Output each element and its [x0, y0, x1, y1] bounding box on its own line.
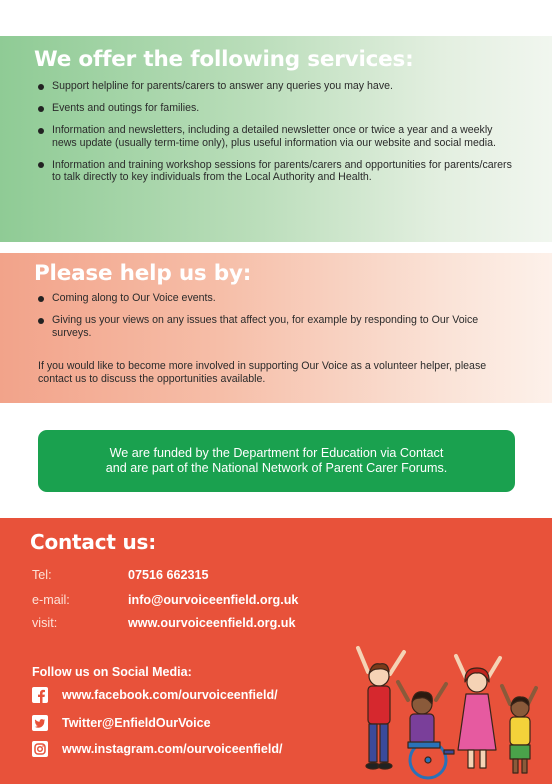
bullet-icon: [38, 162, 44, 168]
list-item: Information and newsletters, including a detailed newsletter once or twice a year and a weekly news update (usually term-time only), plus useful information via our website and social media.: [38, 124, 518, 149]
volunteer-text: If you would like to become more involved in supporting Our Voice as a volunteer helper, please contact us to discuss the opportunities available.: [38, 360, 487, 385]
email-link[interactable]: info@ourvoiceenfield.org.uk: [128, 593, 299, 607]
funding-line-1: We are funded by the Department for Education via Contact: [109, 446, 444, 461]
children-illustration: [350, 642, 538, 782]
list-item: Information and training workshop sessions for parents/carers and opportunities for parents/carers to talk directly to key individuals from the Local Authority and Health.: [38, 159, 518, 184]
help-list: [38, 292, 518, 349]
twitter-icon: [32, 715, 48, 731]
list-item: Coming along to Our Voice events.: [38, 292, 518, 305]
services-section: [0, 36, 552, 242]
social-heading: Follow us on Social Media:: [32, 665, 192, 679]
facebook-icon: [32, 687, 48, 703]
bullet-icon: [38, 106, 44, 112]
help-heading: Please help us by:: [34, 261, 252, 286]
help-section: [0, 253, 552, 403]
website-label: visit:: [32, 616, 58, 630]
twitter-link[interactable]: Twitter@EnfieldOurVoice: [32, 714, 211, 732]
email-label: e-mail:: [32, 593, 70, 607]
website-link[interactable]: www.ourvoiceenfield.org.uk: [128, 616, 296, 630]
bullet-icon: [38, 296, 44, 302]
tel-label: Tel:: [32, 568, 52, 582]
funding-banner: [38, 430, 515, 492]
funding-line-2: and are part of the National Network of Parent Carer Forums.: [105, 461, 448, 475]
list-item: Support helpline for parents/carers to answer any queries you may have.: [38, 80, 518, 93]
instagram-icon: [32, 741, 48, 757]
bullet-icon: [38, 318, 44, 324]
contact-heading: Contact us:: [30, 530, 157, 554]
facebook-link[interactable]: www.facebook.com/ourvoiceenfield/: [32, 686, 278, 704]
list-item: Giving us your views on any issues that affect you, for example by responding to Our Voice surveys.: [38, 314, 518, 339]
contact-section: [0, 518, 552, 784]
services-heading: We offer the following services:: [34, 47, 414, 72]
bullet-icon: [38, 84, 44, 90]
instagram-link[interactable]: www.instagram.com/ourvoiceenfield/: [32, 740, 282, 758]
list-item: Events and outings for families.: [38, 102, 518, 115]
services-list: [38, 80, 518, 194]
bullet-icon: [38, 128, 44, 134]
tel-value[interactable]: 07516 662315: [128, 568, 209, 582]
